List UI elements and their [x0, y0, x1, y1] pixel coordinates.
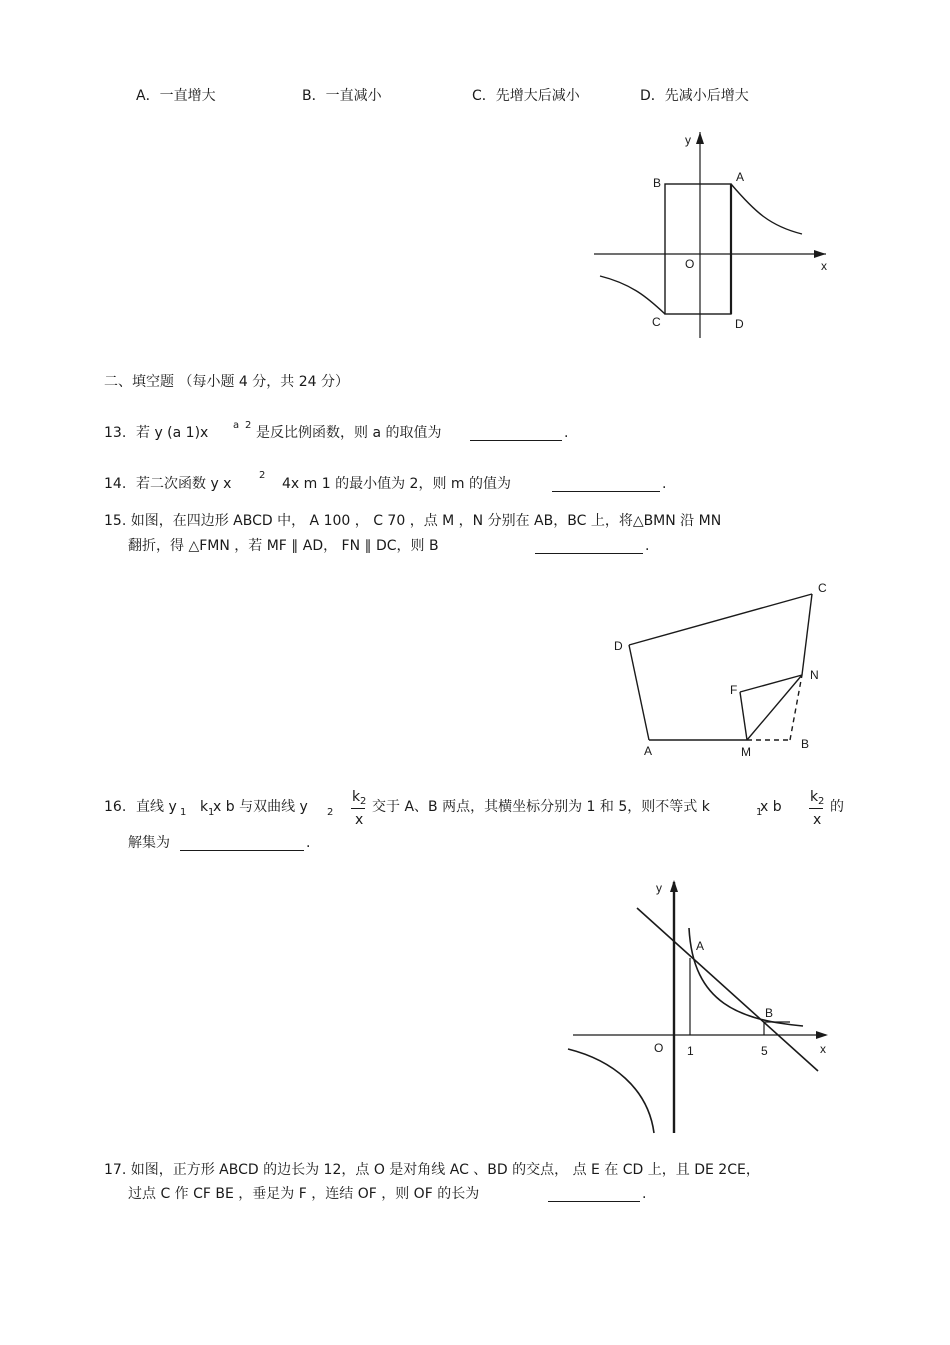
q16-frac2-num-sub: 2 [818, 796, 825, 807]
q13-exponent-2: 2 [245, 420, 252, 431]
q16-sub-k1-b: 1 [756, 807, 763, 818]
q12-option-d: D．先减小后增大 [640, 88, 749, 104]
q16-label-y: y [656, 881, 662, 895]
q16-number: 16. [104, 799, 127, 815]
q14-text-1: 若二次函数 y x [136, 476, 232, 492]
q15-label-b: B [801, 737, 810, 751]
q15-label-a: A [644, 744, 653, 758]
q12-label-b: B [653, 176, 662, 190]
q12-option-b: B．一直减小 [302, 88, 382, 104]
q12-label-o: O [685, 257, 695, 271]
q16-tick-1: 1 [687, 1044, 694, 1058]
q16-label-x: x [820, 1042, 826, 1056]
q16-x-arrow [816, 1031, 828, 1039]
q16-line-y1 [637, 908, 818, 1071]
q15-label-c: C [818, 581, 827, 595]
q15-period: . [645, 538, 650, 554]
q13-number: 13. [104, 425, 127, 441]
q16-text-5: x b [760, 799, 782, 815]
q16-text-1: 直线 y [136, 799, 177, 815]
q17-line-1: 17. 如图，正方形 ABCD 的边长为 12，点 O 是对角线 AC 、BD 的交点， 点 E 在 CD 上，且 DE 2CE， [104, 1162, 760, 1178]
q12-label-c: C [652, 315, 661, 329]
q16-sub-2: 2 [327, 807, 334, 818]
q16-hyperbola-branch-1 [689, 928, 803, 1026]
q17-period: . [642, 1186, 647, 1202]
q13-text-2: 是反比例函数，则 a 的取值为 [256, 425, 442, 441]
q16-frac2-num: k [810, 789, 819, 805]
q16-line-2: 解集为 [128, 835, 170, 851]
q16-y-arrow [670, 880, 678, 892]
q16-label-o: O [654, 1041, 664, 1055]
q16-frac2-den: x [813, 812, 822, 828]
q15-line-1: 15. 如图，在四边形 ABCD 中， A 100 ， C 70 ，点 M ，N 分别在 AB，BC 上，将△BMN 沿 MN [104, 513, 722, 529]
q16-period: . [306, 835, 311, 851]
q16-sub-1: 1 [180, 807, 187, 818]
q16-tick-5: 5 [761, 1044, 768, 1058]
q12-label-a: A [736, 170, 745, 184]
q13-text-1: 若 y (a 1)x [136, 425, 209, 441]
q13-period: . [564, 425, 569, 441]
q15-line-2: 翻折，得 △FMN ，若 MF ∥ AD， FN ∥ DC，则 B [128, 538, 439, 554]
q16-text-2: k [200, 799, 209, 815]
q16-frac-num: k [352, 789, 361, 805]
q12-label-d: D [735, 317, 744, 331]
q16-label-a: A [696, 939, 705, 953]
q12-option-c: C．先增大后减小 [472, 88, 580, 104]
q14-number: 14. [104, 476, 127, 492]
q15-label-d: D [614, 639, 623, 653]
q16-label-b: B [765, 1006, 774, 1020]
section-title: 二、填空题 （每小题 4 分，共 24 分） [104, 374, 349, 390]
q16-sub-k1: 1 [208, 807, 215, 818]
q12-option-a: A．一直增大 [136, 88, 216, 104]
q16-frac-den: x [355, 812, 364, 828]
q16-text-3: x b 与双曲线 y [213, 799, 308, 815]
q14-exponent: 2 [259, 470, 266, 481]
q16-text-6: 的 [830, 799, 844, 815]
q15-label-n: N [810, 668, 819, 682]
q15-label-f: F [730, 683, 738, 697]
q12-label-y: y [685, 133, 691, 147]
q16-text-4: 交于 A、B 两点，其横坐标分别为 1 和 5，则不等式 k [372, 799, 710, 815]
q14-text-2: 4x m 1 的最小值为 2，则 m 的值为 [282, 476, 511, 492]
q16-hyperbola-branch-2 [568, 1049, 654, 1133]
q13-exponent-a: a [233, 420, 240, 431]
q12-label-x: x [821, 259, 827, 273]
q17-answer-blank[interactable] [548, 1201, 640, 1202]
q17-line-2: 过点 C 作 CF BE ，垂足为 F ，连结 OF ，则 OF 的长为 [128, 1186, 480, 1202]
q15-label-m: M [741, 745, 751, 759]
q14-period: . [662, 476, 667, 492]
q16-frac-num-sub: 2 [360, 796, 367, 807]
